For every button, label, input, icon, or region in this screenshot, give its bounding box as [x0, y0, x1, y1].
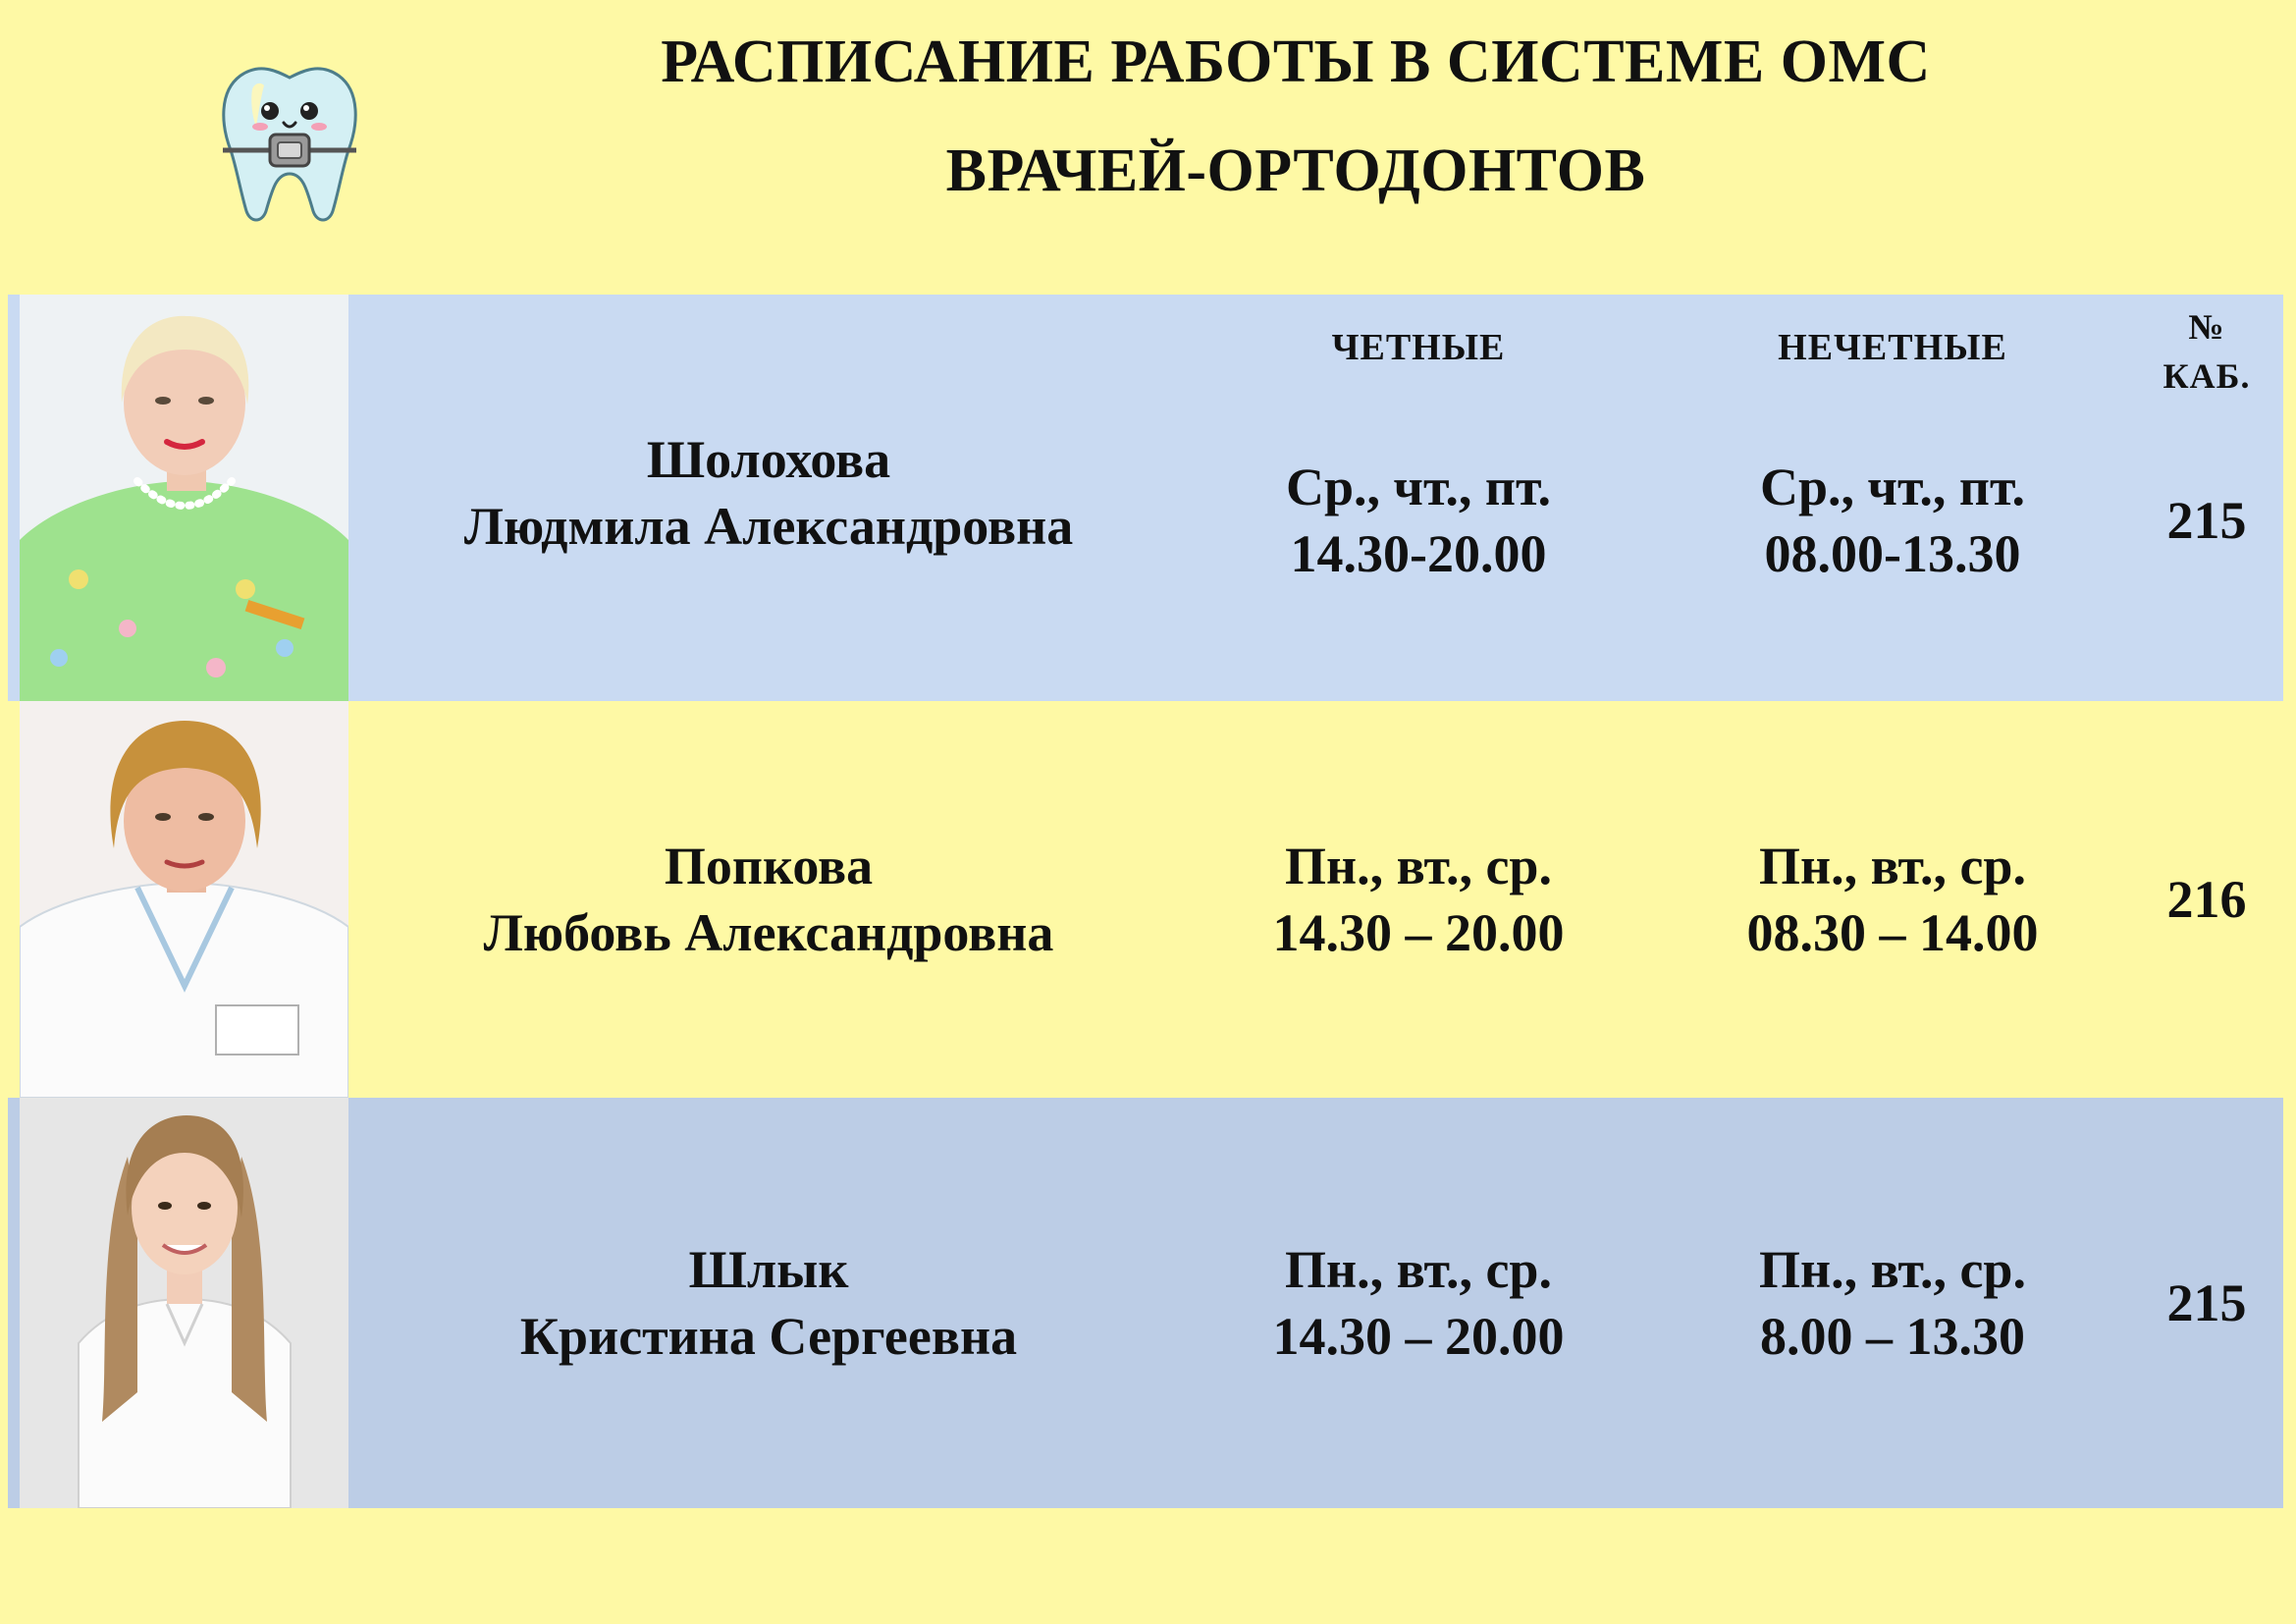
- even-schedule: [1198, 701, 1639, 1098]
- odd-hours: 8.00 – 13.30: [1760, 1307, 2025, 1366]
- doctor-photo: [20, 1098, 348, 1508]
- room-header-label: КАБ.: [2163, 356, 2251, 396]
- column-header-even: ЧЕТНЫЕ: [1331, 327, 1506, 368]
- doctor-surname: Попкова: [664, 837, 874, 895]
- odd-days: Ср., чт., пт.: [1759, 458, 2026, 516]
- even-hours: 14.30 – 20.00: [1272, 1307, 1565, 1366]
- room-header-number-sign: №: [2188, 307, 2225, 347]
- doctor-given-names: Кристина Сергеевна: [519, 1307, 1018, 1366]
- odd-hours: 08.30 – 14.00: [1746, 903, 2039, 962]
- room-number: 215: [2166, 1273, 2247, 1332]
- even-hours: 14.30 – 20.00: [1272, 903, 1565, 962]
- even-schedule: [1198, 1098, 1639, 1508]
- page-title-line-1: РАСПИСАНИЕ РАБОТЫ В СИСТЕМЕ ОМС: [661, 28, 1931, 95]
- doctor-row: [8, 1098, 2283, 1508]
- odd-days: Пн., вт., ср.: [1759, 837, 2026, 895]
- column-header-odd: НЕЧЕТНЫЕ: [1778, 327, 2007, 368]
- doctor-name: [351, 701, 1186, 1098]
- even-hours: 14.30-20.00: [1290, 524, 1547, 583]
- doctor-name: [351, 326, 1186, 660]
- odd-schedule: [1672, 1098, 2113, 1508]
- odd-hours: 08.00-13.30: [1764, 524, 2021, 583]
- doctor-given-names: Людмила Александровна: [463, 497, 1074, 556]
- odd-days: Пн., вт., ср.: [1759, 1240, 2026, 1299]
- even-days: Ср., чт., пт.: [1285, 458, 1552, 516]
- doctor-surname: Шолохова: [646, 430, 891, 489]
- room-number: 215: [2166, 491, 2247, 550]
- doctor-name: [351, 1098, 1186, 1508]
- tooth-with-braces-icon: [201, 54, 378, 231]
- page-title-line-2: ВРАЧЕЙ-ОРТОДОНТОВ: [945, 137, 1646, 204]
- even-days: Пн., вт., ср.: [1285, 837, 1552, 895]
- doctor-row: [8, 295, 2283, 701]
- odd-schedule: [1672, 373, 2113, 668]
- room-number: 216: [2166, 870, 2247, 929]
- doctor-given-names: Любовь Александровна: [483, 903, 1054, 962]
- doctor-row: [8, 701, 2283, 1098]
- odd-schedule: [1672, 701, 2113, 1098]
- doctor-photo: [20, 701, 348, 1098]
- even-days: Пн., вт., ср.: [1285, 1240, 1552, 1299]
- even-schedule: [1198, 373, 1639, 668]
- doctor-photo: [20, 295, 348, 701]
- doctor-surname: Шлык: [688, 1240, 849, 1299]
